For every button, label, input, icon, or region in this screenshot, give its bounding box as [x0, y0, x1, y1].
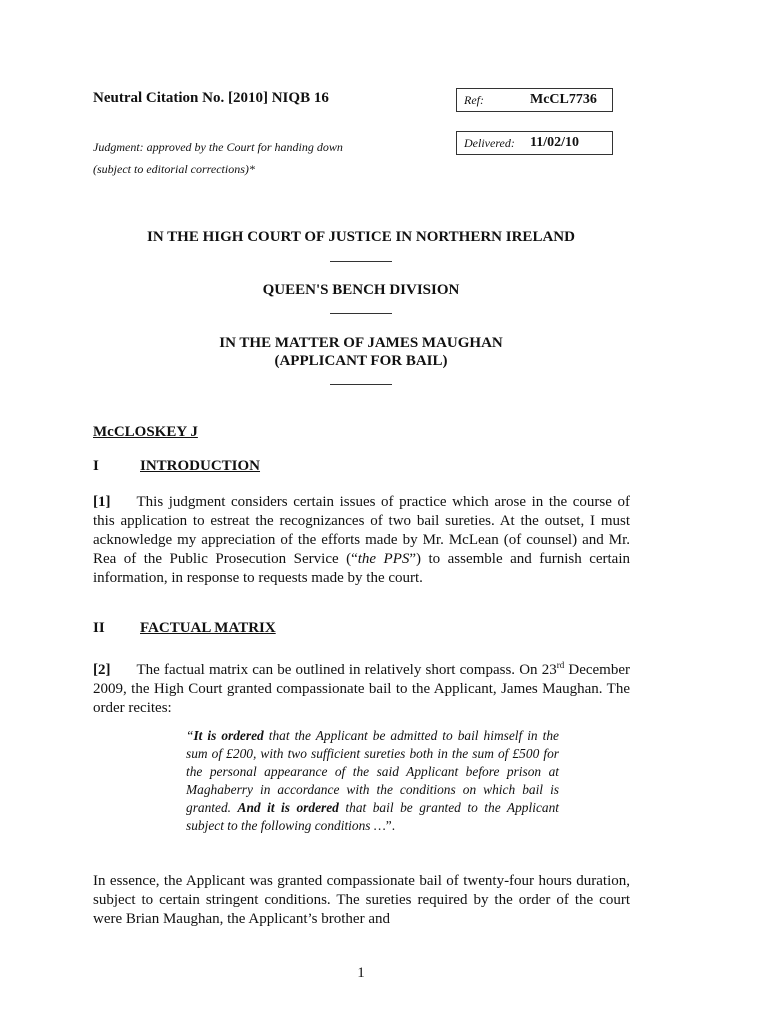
- section-number: I: [93, 458, 99, 474]
- quote-text: that the Applicant be admitted to bail himself in the sum of £200, with two sufficient sureties both in the sum of £500 for the personal appearance of the said Applicant before prison at Maghaberry in accordance with the conditions on which bail is granted.: [186, 728, 559, 815]
- paragraph-number: [2]: [93, 662, 111, 678]
- paragraph-text: This judgment considers certain issues of practice which arose in the course of this application to estreat the recognizances of two bail sureties. At the outset, I must acknowledge my appreciation of the efforts made by Mr. McLean (of counsel) and Mr. Rea of the Public Prosecution Service (“: [93, 494, 630, 567]
- delivered-box: [456, 131, 613, 155]
- ref-label: Ref:: [464, 93, 484, 107]
- paragraph-1: [93, 493, 630, 588]
- judgment-note: [93, 136, 343, 180]
- section-number: II: [93, 620, 105, 636]
- divider: [330, 384, 392, 385]
- court-title: IN THE HIGH COURT OF JUSTICE IN NORTHERN IRELAND: [147, 229, 575, 245]
- quote-open: “: [186, 728, 194, 743]
- paragraph-2: [93, 656, 630, 718]
- paragraph-text: December 2009, the High Court granted compassionate bail to the Applicant, James Maughan. The order recites:: [93, 662, 630, 716]
- section-heading: INTRODUCTION: [140, 458, 261, 474]
- division-title: QUEEN'S BENCH DIVISION: [262, 282, 460, 298]
- matter-title-line2: (APPLICANT FOR BAIL): [274, 353, 448, 369]
- quote-emphasis: It is ordered: [193, 728, 264, 743]
- section-heading: FACTUAL MATRIX: [140, 620, 276, 636]
- judge-name: McCLOSKEY J: [93, 424, 198, 440]
- quote-close: ”.: [385, 818, 396, 833]
- ref-box: [456, 88, 613, 112]
- delivered-value: 11/02/10: [530, 135, 580, 150]
- divider: [330, 313, 392, 314]
- paragraph-text: The factual matrix can be outlined in relatively short compass. On 23: [136, 662, 557, 678]
- quote-emphasis: And it is ordered: [237, 800, 339, 815]
- judgment-note-line1: Judgment: approved by the Court for handing down: [93, 140, 343, 154]
- page-number: 1: [357, 965, 365, 981]
- paragraph-3: In essence, the Applicant was granted compassionate bail of twenty-four hours duration, subject to certain stringent conditions. The sureties required by the order of the court were Brian Maughan, the Applicant’s brother and: [93, 873, 630, 927]
- judgment-note-line2: (subject to editorial corrections)*: [93, 162, 255, 176]
- paragraph-number: [1]: [93, 494, 111, 510]
- ref-value: McCL7736: [530, 92, 597, 107]
- order-quote: [186, 727, 559, 835]
- quote-text: that bail be granted to the Applicant subject to the following conditions …: [186, 800, 559, 833]
- paragraph-italic: the PPS: [357, 551, 410, 567]
- neutral-citation: Neutral Citation No. [2010] NIQB 16: [93, 90, 329, 106]
- matter-title-line1: IN THE MATTER OF JAMES MAUGHAN: [219, 335, 503, 351]
- paragraph-text: ”) to assemble and furnish certain information, in response to requests made by the court.: [93, 551, 631, 586]
- ordinal-suffix: rd: [556, 660, 565, 670]
- divider: [330, 261, 392, 262]
- delivered-label: Delivered:: [464, 136, 515, 150]
